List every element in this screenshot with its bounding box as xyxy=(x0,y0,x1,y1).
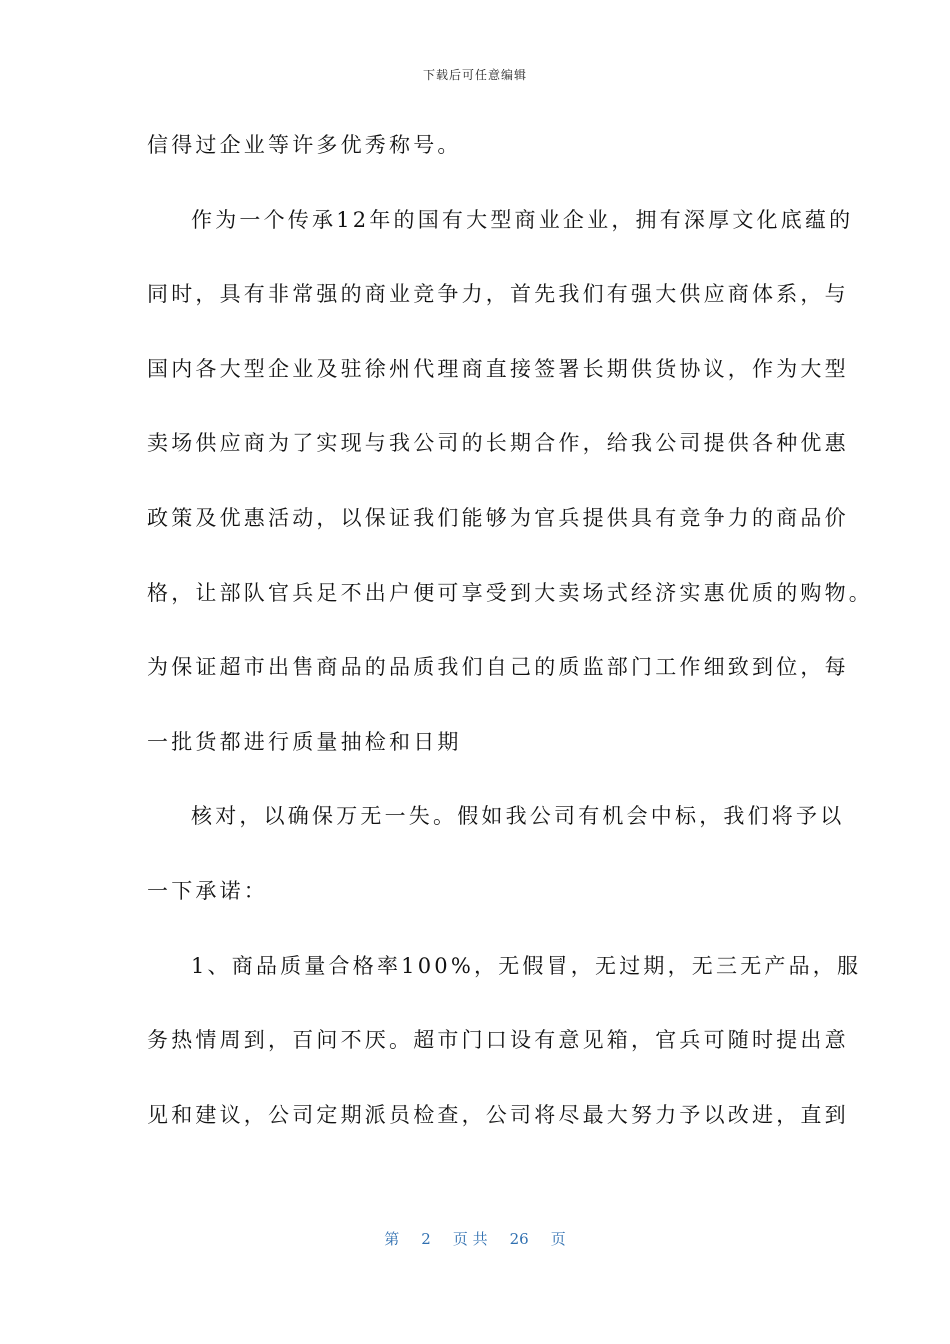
text-line: 见和建议，公司定期派员检查，公司将尽最大努力予以改进，直到 xyxy=(147,1102,849,1127)
text-line: 国内各大型企业及驻徐州代理商直接签署长期供货协议，作为大型 xyxy=(147,356,849,381)
footer-total-pages: 26 xyxy=(509,1230,529,1248)
text-line: 政策及优惠活动，以保证我们能够为官兵提供具有竞争力的商品价 xyxy=(147,505,849,530)
footer-middle: 页 共 xyxy=(452,1230,488,1248)
text-line: 同时，具有非常强的商业竞争力，首先我们有强大供应商体系，与 xyxy=(147,282,849,307)
footer-current-page: 2 xyxy=(421,1230,431,1248)
text-line: 为保证超市出售商品的品质我们自己的质监部门工作细致到位，每 xyxy=(147,655,849,680)
text-line: 信得过企业等许多优秀称号。 xyxy=(147,133,462,157)
text-line: 一批货都进行质量抽检和日期 xyxy=(147,729,462,754)
paragraph-start-line: 核对，以确保万无一失。假如我公司有机会中标，我们将予以 xyxy=(191,804,845,829)
footer-suffix: 页 xyxy=(550,1230,566,1248)
text-line: 卖场供应商为了实现与我公司的长期合作，给我公司提供各种优惠 xyxy=(147,431,849,456)
page-footer xyxy=(0,1228,950,1249)
paragraph-start-line: 作为一个传承12年的国有大型商业企业，拥有深厚文化底蕴的 xyxy=(191,207,854,232)
text-line: 格，让部队官兵足不出户便可享受到大卖场式经济实惠优质的购物。 xyxy=(147,580,873,605)
text-line: 务热情周到，百问不厌。超市门口设有意见箱，官兵可随时提出意 xyxy=(147,1028,849,1053)
document-body xyxy=(147,120,873,1164)
paragraph-start-line: 1、商品质量合格率100%，无假冒，无过期，无三无产品，服 xyxy=(191,953,862,978)
header-note: 下载后可任意编辑 xyxy=(422,68,527,82)
text-line: 一下承诺： xyxy=(147,878,268,903)
footer-prefix: 第 xyxy=(384,1230,400,1248)
